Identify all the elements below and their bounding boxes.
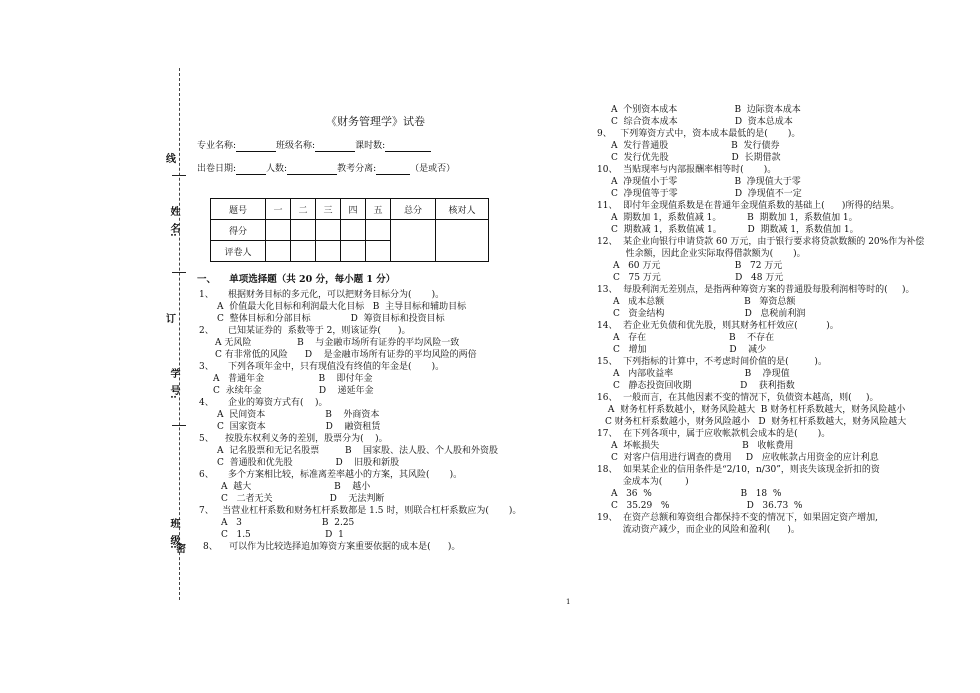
side-rule-2 — [172, 272, 186, 273]
option-line: A 36 % B 18 % — [611, 489, 782, 499]
header-cell-checker: 核对人 — [436, 199, 489, 220]
header-cell-5: 五 — [366, 199, 391, 220]
header-cell-4: 四 — [341, 199, 366, 220]
option-line: C 财务杠杆系数越小，财务风险越小 D 财务杠杆系数越大，财务风险越大 — [605, 417, 907, 427]
question-line: 8、 可以作为比较选择追加筹资方案重要依据的成本是( )。 — [203, 542, 461, 552]
header-cell-total: 总分 — [391, 199, 436, 220]
side-class-label: 班 级: — [168, 518, 179, 549]
option-line: A 普通年金 B 即付年金 — [213, 374, 373, 384]
checker-cell[interactable] — [436, 220, 489, 262]
question-line: 3、 下列各项年金中，只有现值没有终值的年金是( )。 — [199, 362, 445, 372]
side-name-label: 姓 名: — [168, 206, 179, 237]
question-line-cont: 性余额，因此企业实际取得借款额为( )。 — [597, 249, 806, 259]
option-line: C 永续年金 D 递延年金 — [213, 386, 374, 396]
date-field[interactable] — [236, 164, 266, 175]
option-line: C 35.29 % D 36.73 % — [611, 501, 803, 511]
option-line: A 民间资本 B 外商资本 — [217, 410, 380, 420]
option-line: A 价值最大化目标和利润最大化目标 B 主导目标和辅助目标 — [217, 302, 467, 312]
hours-field[interactable] — [385, 141, 431, 152]
grader-cell[interactable] — [291, 241, 316, 262]
option-line: C 发行优先股 D 长期借款 — [611, 153, 781, 163]
left-question-column — [199, 289, 521, 553]
option-line: C 期数减 1，系数值减 1。 D 期数减 1，系数值加 1。 — [611, 225, 859, 235]
question-line: 2、 已知某证券的 系数等于 2，则该证券( )。 — [199, 326, 411, 336]
score-cell[interactable] — [316, 220, 341, 241]
side-ding2-label: 订 — [166, 314, 176, 325]
header-cell-question: 题号 — [211, 199, 266, 220]
date-label: 出卷日期: — [197, 164, 237, 174]
question-line: 18、 如果某企业的信用条件是“2/10，n/30”，则丧失该现金折扣的资 — [597, 465, 880, 475]
question-line-cont: 流动资产减少，而企业的风险和盈利( )。 — [597, 525, 800, 535]
section-title: 单项选择题（共 20 分，每小题 1 分） — [229, 274, 396, 285]
grader-cell[interactable] — [366, 241, 391, 262]
option-line: A 记名股票和无记名股票 B 国家股、法人股、个人股和外资股 — [217, 446, 499, 456]
total-cell[interactable] — [391, 220, 436, 262]
side-ding-label: 线 — [166, 154, 176, 165]
side-mi-label: 密 — [176, 544, 186, 555]
option-line: C 资金结构 D 息税前利润 — [613, 309, 806, 319]
question-line: 15、 下列指标的计算中，不考虑时间价值的是( )。 — [597, 357, 827, 367]
class-name-label: 班级名称: — [276, 141, 316, 151]
section-number: 一、 — [197, 274, 217, 285]
page-number: 1 — [566, 598, 571, 606]
question-line: 14、 若企业无负债和优先股，则其财务杠杆效应( )。 — [597, 321, 839, 331]
question-line: 4、 企业的筹资方式有( )。 — [199, 398, 328, 408]
question-line: 16、 一般而言，在其他因素不变的情况下，负债资本越高，则( )。 — [597, 393, 879, 403]
option-line: C 净现值等于零 D 净现值不一定 — [611, 189, 802, 199]
grader-cell[interactable] — [316, 241, 341, 262]
option-line: A 无风险 B 与金融市场所有证券的平均风险一致 — [215, 338, 460, 348]
question-line: 5、 按股东权利义务的差别，股票分为( )。 — [199, 434, 388, 444]
option-line: C 普通股和优先股 D 旧股和新股 — [217, 458, 400, 468]
grader-cell[interactable] — [341, 241, 366, 262]
option-line: A 60 万元 B 72 万元 — [613, 261, 783, 271]
option-line: C 整体目标和分部目标 D 筹资目标和投资目标 — [217, 314, 445, 324]
option-line: A 坏帐损失 B 收帐费用 — [611, 441, 794, 451]
option-line: C 75 万元 D 48 万元 — [613, 273, 784, 283]
option-line: C 国家资本 D 融资租赁 — [217, 422, 381, 432]
split-label: 教考分离: — [337, 164, 377, 174]
option-line: C 综合资本成本 D 资本总成本 — [611, 117, 793, 127]
question-line: 17、 在下列各项中，属于应收帐款机会成本的是( )。 — [597, 429, 831, 439]
grader-cell[interactable] — [266, 241, 291, 262]
side-rule-3 — [172, 425, 186, 426]
class-field[interactable] — [315, 141, 355, 152]
option-line: A 成本总额 B 筹资总额 — [613, 297, 796, 307]
score-cell[interactable] — [366, 220, 391, 241]
option-line: C 增加 D 减少 — [613, 345, 767, 355]
option-line: A 越大 B 越小 — [221, 482, 371, 492]
option-line: A 财务杠杆系数越小，财务风险越大 B 财务杠杆系数越大，财务风险越小 — [605, 405, 906, 415]
header-cell-1: 一 — [266, 199, 291, 220]
section-heading — [197, 274, 395, 286]
score-cell[interactable] — [341, 220, 366, 241]
question-line: 7、 当营业杠杆系数和财务杠杆系数都是 1.5 时，则联合杠杆系数应为( )。 — [199, 506, 522, 516]
option-line: A 个别资本成本 B 边际资本成本 — [611, 105, 801, 115]
question-line: 13、 每股利润无差别点，是指两种筹资方案的普通股每股利润相等时的( )。 — [597, 285, 915, 295]
major-field[interactable] — [236, 141, 276, 152]
option-line: A 净现值小于零 B 净现值大于零 — [611, 177, 801, 187]
question-line: 19、 在资产总额和筹资组合都保持不变的情况下，如果固定资产增加, — [597, 513, 879, 523]
major-label: 专业名称: — [197, 141, 237, 151]
people-label: 人数: — [266, 164, 288, 174]
option-line: C 静态投资回收期 D 获利指数 — [613, 381, 795, 391]
exam-info-row-2 — [197, 163, 455, 175]
hours-label: 课时数: — [355, 141, 386, 151]
right-question-column — [597, 104, 924, 536]
option-line: A 期数加 1，系数值减 1。 B 期数加 1，系数值加 1。 — [611, 213, 858, 223]
side-rule-1 — [172, 175, 186, 176]
option-line: A 存在 B 不存在 — [613, 333, 775, 343]
question-line: 11、 即付年金现值系数是在普通年金现值系数的基础上( )所得的结果。 — [597, 201, 900, 211]
question-line: 12、 某企业向银行申请贷款 60 万元，由于银行要求将贷款数额的 20%作为补偿 — [597, 237, 925, 247]
exam-title: 《财务管理学》试卷 — [326, 115, 425, 128]
exam-info-row-1 — [197, 140, 431, 152]
question-line: 1、 根据财务目标的多元化，可以把财务目标分为( )。 — [199, 290, 445, 300]
question-line-cont: 金成本为( ) — [597, 477, 689, 487]
score-row — [211, 220, 489, 241]
option-line: A 内部收益率 B 净现值 — [613, 369, 790, 379]
score-table — [210, 198, 489, 262]
option-line: A 3 B 2.25 — [221, 518, 355, 528]
side-id-label: 学 号: — [168, 368, 179, 399]
score-cell[interactable] — [291, 220, 316, 241]
option-line: A 发行普通股 B 发行债券 — [611, 141, 780, 151]
people-field[interactable] — [287, 164, 337, 175]
option-line: C 二者无关 D 无法判断 — [221, 494, 385, 504]
score-row-label: 得分 — [211, 220, 266, 241]
score-table-header — [211, 199, 489, 220]
score-cell[interactable] — [266, 220, 291, 241]
question-line: 9、 下列筹资方式中，资本成本最低的是( )。 — [597, 129, 801, 139]
option-line: C 1.5 D 1 — [221, 530, 344, 540]
header-cell-3: 三 — [316, 199, 341, 220]
option-line: C 对客户信用进行调查的费用 D 应收帐款占用资金的应计利息 — [611, 453, 879, 463]
split-note: （是或否） — [410, 164, 456, 174]
grader-row-label: 评卷人 — [211, 241, 266, 262]
header-cell-2: 二 — [291, 199, 316, 220]
question-line: 6、 多个方案相比较，标准离差率越小的方案，其风险( )。 — [199, 470, 463, 480]
split-field[interactable] — [376, 164, 410, 175]
option-line: C 有非常低的风险 D 是金融市场所有证券的平均风险的两倍 — [215, 350, 477, 360]
question-line: 10、 当贴现率与内部报酬率相等时( )。 — [597, 165, 777, 175]
